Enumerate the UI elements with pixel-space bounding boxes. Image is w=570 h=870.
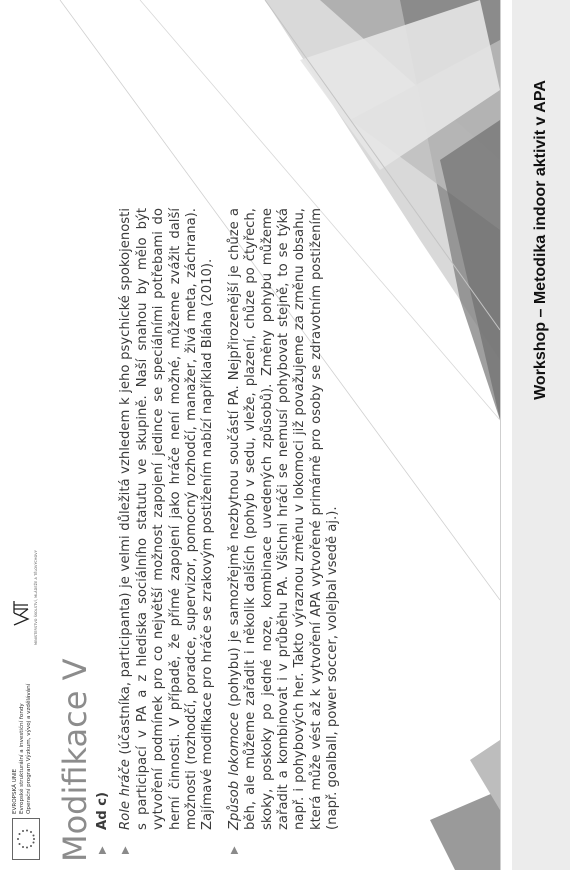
- bullet-icon: ▶: [228, 846, 240, 854]
- eu-flag-icon: [12, 818, 40, 860]
- bullet-icon: ▶: [120, 846, 132, 854]
- ministry-logo: [10, 550, 42, 645]
- bullet-icon: ▶: [97, 846, 108, 854]
- term-label: Role hráče: [118, 759, 134, 830]
- eu-logo-text: [12, 684, 33, 814]
- list-item: [95, 208, 111, 858]
- list-item: [118, 208, 216, 858]
- ministry-logo-text: MINISTERSTVO ŠKOLSTVÍ, MLÁDEŽE A TĚLOVÝCHOVY: [34, 550, 38, 645]
- page-title: Modifikace V: [56, 658, 94, 862]
- sidebar-label: Workshop – Metodika indoor aktivit v APA: [532, 80, 549, 400]
- eu-logo-line1: EVROPSKÁ UNIE: [12, 768, 18, 814]
- list-item-text: Ad c): [95, 791, 110, 830]
- sidebar-label-container: [512, 0, 570, 870]
- list-item-text: (pohybu) je samozřejmě nezbytnou součástí PA. Nejpřirozenější je chůze a běh, ale můžeme zařadit i několik dalších (pohyb v sedu, vleže, plazení, chůze po čtyřech, skoky, poskoky po jedné noze, kombinace uvedených způsobů). Změny pohybu můžeme zařadit a kombinovat i v průběhu PA. Všichni hráči se nemusí pohybovat stejně, to se týká např. i pohybových her. Takto výraznou změnu v lokomoci již považujeme za změnu obsahu, která může vést až k vytvoření APA vytvořené primárně pro osoby se zdravotním postižením (např. goalball, power soccer, volejbal vsedě aj.).: [226, 208, 341, 830]
- ministry-mark-icon: [10, 595, 32, 629]
- header-logos: [10, 220, 44, 860]
- eu-logo-line3: Operační program Výzkum, vývoj a vzdělávání: [26, 683, 32, 814]
- list-item-text: (účastníka, participanta) je velmi důležitá vzhledem k jeho psychické spokojenosti s participací v PA a z hlediska sociálního statutu ve skupině. Naší snahou by mělo být vytvoření podmínek pro co největší možnost zapojení jedince se speciálními potřebami do herní činnosti. V případě, že přímé zapojení jako hráče není možné, můžeme zvážit další možnosti (rozhodčí, poradce, supervizor, pomocný rozhodčí, manažer, živá meta, záchrana). Zajímavé modifikace pro hráče se zrakovým postižením nabízí například Bláha (2010).: [118, 208, 216, 830]
- term-label: Způsob lokomoce: [226, 712, 242, 830]
- eu-logo-line2: Evropské strukturální a investiční fondy: [19, 703, 25, 814]
- list-item: [227, 208, 342, 858]
- slide-content: [95, 208, 342, 858]
